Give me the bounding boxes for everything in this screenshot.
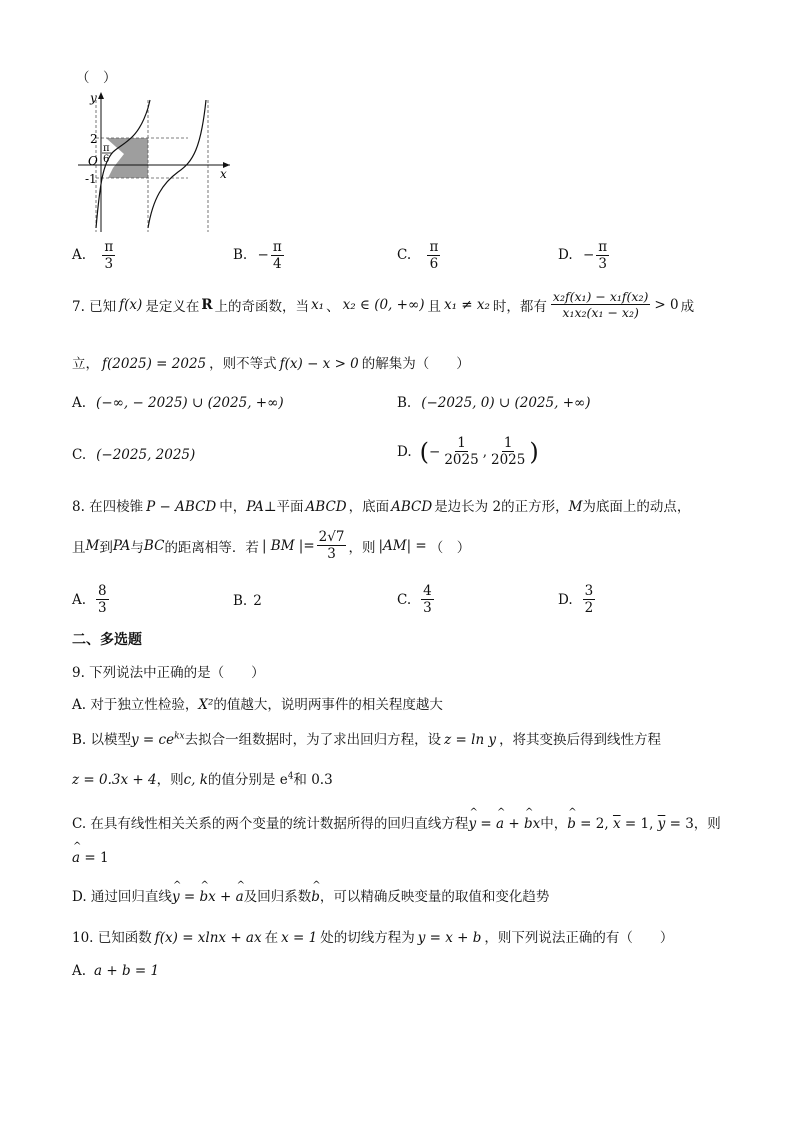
section-heading-multiple-choice: 二、多选题 [72,632,142,648]
q6-answer-bracket: （ ） [76,70,117,86]
q7-stem-line1: 7. 已知 f(x) 是定义在 R 上的奇函数，当 x₁ 、 x₂ ∈ (0, +∞) 且 x₁ ≠ x₂ 时，都有 $\frac{\text{x₂f(x₁) − x₁f(x₂)}}{\text{x₁x₂(x₁ − x₂)}}$ > 0 成 [72,289,695,321]
tick-label-pi: π [103,143,110,154]
curve-branch-2 [148,100,206,228]
q8-stem-line1: 8. 在四棱锥 P − ABCD 中，PA⊥平面 ABCD ，底面 ABCD 是边长为 2的正方形，M为底面上的动点， [72,499,691,515]
q7-option-c[interactable]: C. (−2025, 2025) [72,447,196,463]
q7-option-b[interactable]: B. (−2025, 0) ∪ (2025, +∞) [397,395,591,411]
q10-option-a[interactable]: A. a + b = 1 [72,963,160,979]
q8-option-c[interactable]: C. $\frac{4}{3}$ [397,583,432,617]
q6-option-c[interactable]: C. $\frac{\pi}{6}$ [397,239,439,273]
q9-option-b-line2: z = 0.3x + 4，则c, k的值分别是 $e^4$和 0.3 [72,771,333,788]
y-axis-label: y [90,91,97,105]
q10-stem: 10. 已知函数 f(x) = xlnx + ax 在 x = 1 处的切线方程为 y = x + b ，则下列说法正确的有（ ） [72,930,674,946]
y-axis-arrow [98,92,104,99]
shaded-region [106,138,148,178]
tick-label-2: 2 [90,132,98,146]
origin-label: O [88,154,98,168]
x-axis-label: x [220,167,227,181]
tick-label-neg1: -1 [85,172,97,186]
q7-option-d[interactable]: D. ( − $\frac{1}{2025}$ , $\frac{1}{2025}$ ) [397,435,539,469]
q9-option-b[interactable]: B. 以模型$y = ce^{kx}$去拟合一组数据时，为了求出回归方程，设 z = ln y ，将其变换后得到线性方程 [72,731,662,748]
q8-option-a[interactable]: A. $\frac{8}{3}$ [72,583,107,617]
q9-option-c-line2: ^ a = 1 [72,850,109,866]
q7-stem-line2: 立， f(2025) = 2025 ，则不等式 f(x) − x > 0 的解集为（ ） [72,356,470,372]
q6-option-b[interactable]: B. − $\frac{\pi}{4}$ [233,239,282,273]
q8-option-b[interactable]: B. 2 [233,593,262,609]
q9-option-d[interactable]: D. 通过回归直线^ y = ^ bx + ^ a及回归系数^ b，可以精确反映变量的取值和变化趋势 [72,885,549,905]
q6-function-graph [68,88,238,236]
q8-option-d[interactable]: D. $\frac{3}{2}$ [558,583,594,617]
q6-option-d[interactable]: D. − $\frac{\pi}{3}$ [558,239,608,273]
q6-option-a[interactable]: A. $\frac{\pi}{3}$ [72,239,114,273]
q9-option-c[interactable]: C. 在具有线性相关关系的两个变量的统计数据所得的回归直线方程^ y = ^ a + ^ bx中，^ b = 2, $\overline{x} = 1$, $\overline{y} = 3$，则 [72,812,721,832]
q8-stem-line2: 且 M 到 PA 与 BC 的距离相等．若 | BM |= $\frac{2√7}{3}$ ，则 |AM| = （ ） [72,529,471,563]
q7-option-a[interactable]: A. (−∞, − 2025) ∪ (2025, +∞) [72,395,284,411]
tick-label-6: 6 [103,154,110,165]
q9-stem: 9. 下列说法中正确的是（ ） [72,665,265,681]
q9-option-a[interactable]: A. 对于独立性检验，X²的值越大，说明两事件的相关程度越大 [72,697,443,713]
